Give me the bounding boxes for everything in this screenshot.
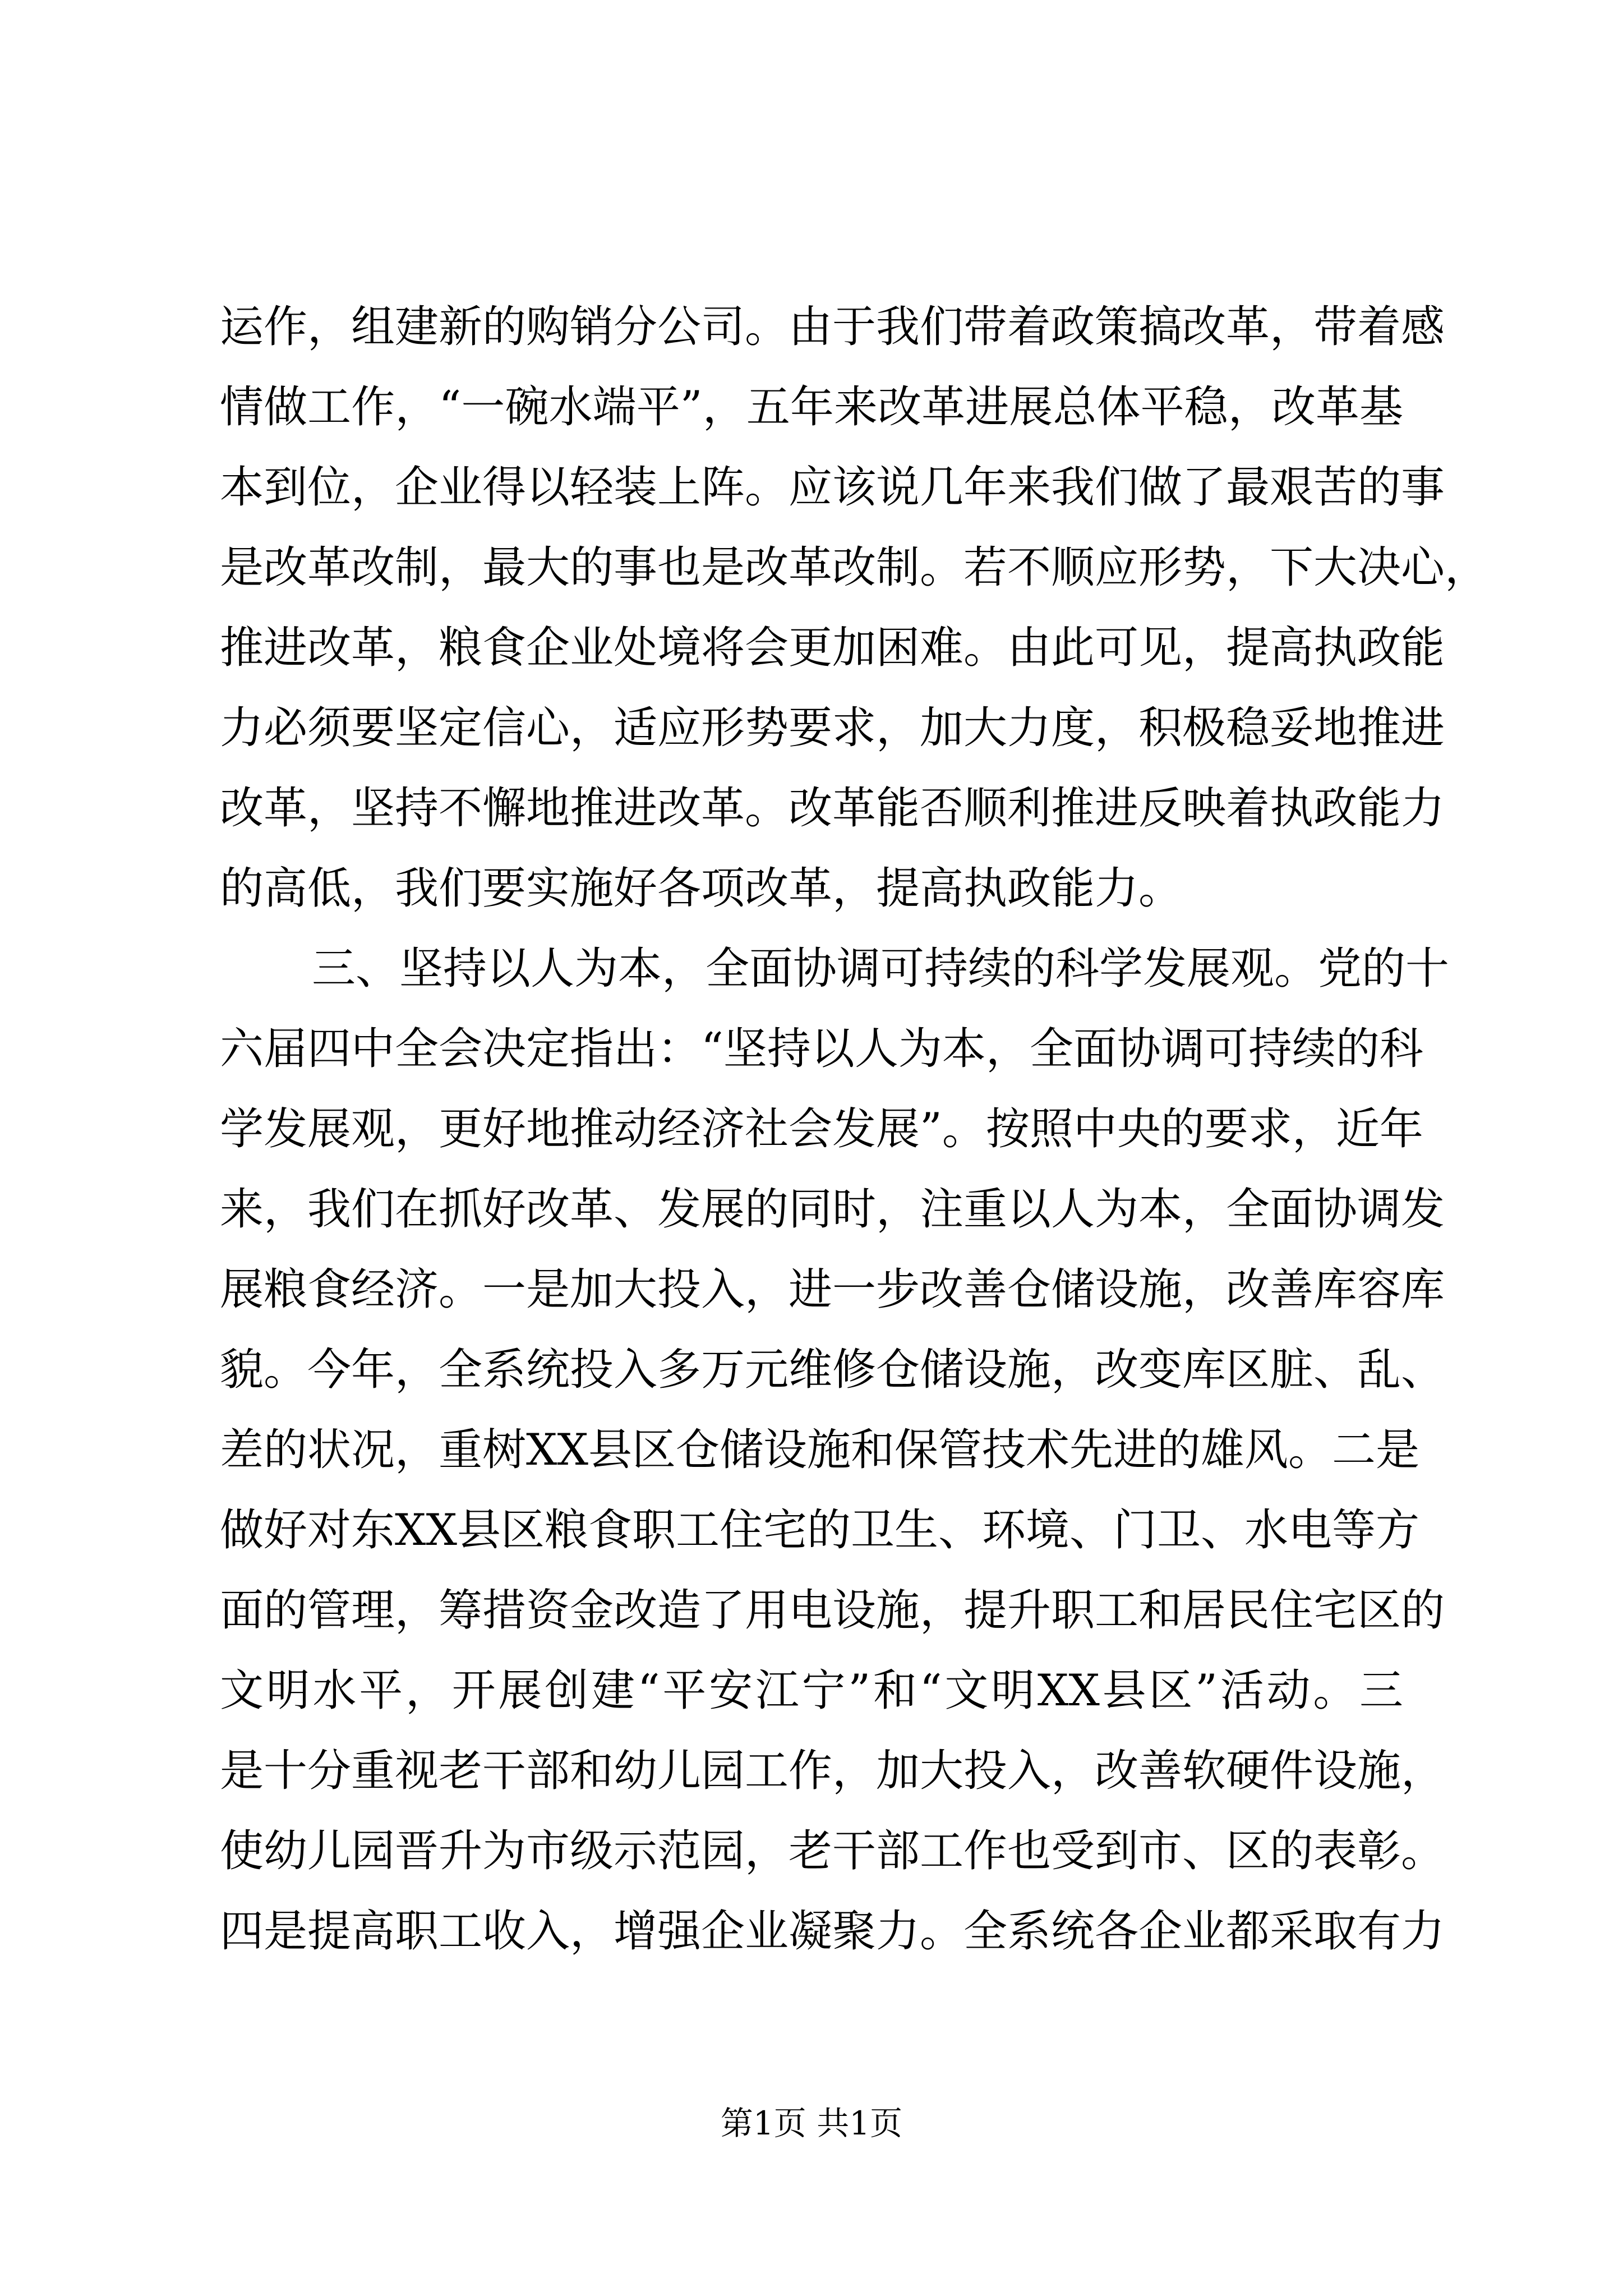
text-line: 差的状况，重树XX县区仓储设施和保管技术先进的雄风。二是 <box>220 1425 1420 1475</box>
text-line: 来，我们在抓好改革、发展的同时，注重以人为本，全面协调发 <box>220 1184 1445 1235</box>
text-line: 文明水平，开展创建“平安江宁”和“文明XX县区”活动。三 <box>220 1665 1403 1716</box>
section-heading-line: 三、坚持以人为本，全面协调可持续的科学发展观。党的十 <box>312 944 1450 994</box>
page-footer: 第1页 共1页 <box>720 2104 903 2142</box>
text-line: 力必须要坚定信心，适应形势要求，加大力度，积极稳妥地推进 <box>220 703 1445 753</box>
text-line: 面的管理，筹措资金改造了用电设施，提升职工和居民住宅区的 <box>220 1585 1445 1636</box>
text-line: 貌。今年，全系统投入多万元维修仓储设施，改变库区脏、乱、 <box>220 1345 1445 1395</box>
text-line: 改革，坚持不懈地推进改革。改革能否顺利推进反映着执政能力 <box>220 783 1445 834</box>
text-line: 做好对东XX县区粮食职工住宅的卫生、环境、门卫、水电等方 <box>220 1505 1420 1556</box>
text-line: 学发展观，更好地推动经济社会发展”。按照中央的要求，近年 <box>220 1104 1423 1154</box>
text-line: 本到位，企业得以轻装上阵。应该说几年来我们做了最艰苦的事 <box>220 462 1445 513</box>
text-line: 推进改革，粮食企业处境将会更加困难。由此可见，提高执政能 <box>220 623 1445 673</box>
text-line: 的高低，我们要实施好各项改革，提高执政能力。 <box>220 863 1183 914</box>
text-line: 六届四中全会决定指出：“坚持以人为本，全面协调可持续的科 <box>220 1024 1423 1074</box>
text-line: 是十分重视老干部和幼儿园工作，加大投入，改善软硬件设施， <box>220 1746 1445 1796</box>
text-line: 四是提高职工收入，增强企业凝聚力。全系统各企业都采取有力 <box>220 1906 1445 1957</box>
text-line: 展粮食经济。一是加大投入，进一步改善仓储设施，改善库容库 <box>220 1264 1445 1315</box>
text-line: 使幼儿园晋升为市级示范园，老干部工作也受到市、区的表彰。 <box>220 1826 1445 1876</box>
text-line: 运作，组建新的购销分公司。由于我们带着政策搞改革，带着感 <box>220 302 1445 352</box>
text-line: 是改革改制，最大的事也是改革改制。若不顺应形势，下大决心， <box>220 542 1489 593</box>
text-line: 情做工作，“一碗水端平”，五年来改革进展总体平稳，改革基 <box>220 382 1403 432</box>
